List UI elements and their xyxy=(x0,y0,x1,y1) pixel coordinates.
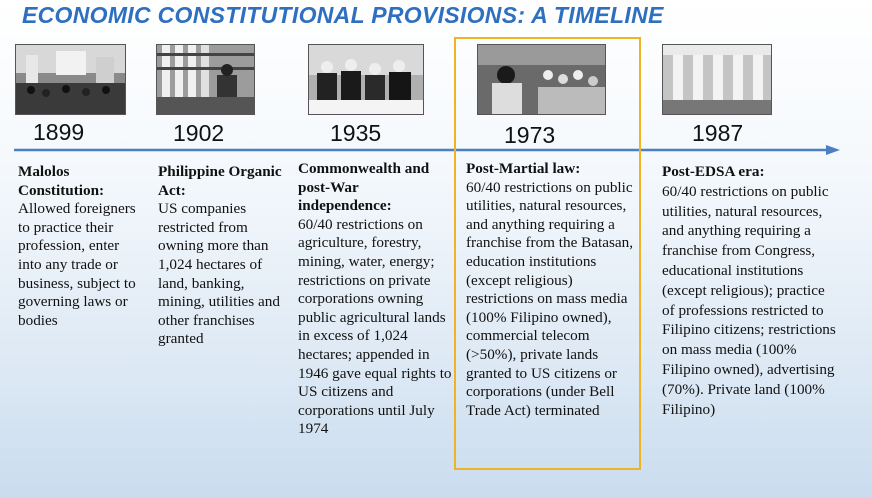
year-1987: 1987 xyxy=(692,120,744,146)
description-body: US companies restricted from owning more than 1,024 hectares of land, banking, mining, utilities and other franchises granted xyxy=(158,200,280,348)
year-1902: 1902 xyxy=(173,120,225,146)
description-1902 xyxy=(158,163,288,349)
description-body: 60/40 restrictions on agriculture, forestry, mining, water, energy; restrictions on private corporations owning public agricultural lands in excess of 1,024 hectares; appended in 1946 gave equal rights to US citizens and corporations until July 1974 xyxy=(298,215,452,438)
photo-1987 xyxy=(662,44,772,115)
description-1935 xyxy=(298,160,454,439)
description-heading: Post-EDSA era: xyxy=(662,163,765,180)
description-heading: Philippine Organic Act: xyxy=(158,163,282,199)
description-heading: Malolos Constitution: xyxy=(18,163,105,199)
description-1987 xyxy=(662,162,837,419)
year-1899: 1899 xyxy=(33,119,85,145)
photo-1899 xyxy=(15,44,126,115)
year-1935: 1935 xyxy=(330,120,382,146)
page-title: ECONOMIC CONSTITUTIONAL PROVISIONS: A TIMELINE xyxy=(22,2,664,28)
year-1973: 1973 xyxy=(504,122,556,148)
photo-1902 xyxy=(156,44,255,115)
description-heading: Commonwealth and post-War independence: xyxy=(298,160,430,215)
description-body: 60/40 restrictions on public utilities, natural resources, and anything requiring a franchise from Congress, educational institutions (except religious); practice of professions restricted to Filipino citizens; restrictions on mass media (100% Filipino owned), advertising (70%). Private land (100% Filipino) xyxy=(662,182,836,418)
photo-1935 xyxy=(308,44,424,115)
description-body: 60/40 restrictions on public utilities, natural resources, and anything requiring a franchise from the Batasan, education institutions (except religious) restrictions on mass media (100% Filipino owned), commercial telecom (>50%), private lands granted to US citizens or corporations (under Bell Trade Act) terminated xyxy=(466,178,633,419)
timeline-axis xyxy=(14,143,840,157)
description-1973 xyxy=(466,160,636,420)
description-1899 xyxy=(18,163,142,330)
description-heading: Post-Martial law: xyxy=(466,160,581,177)
description-body: Allowed foreigners to practice their profession, enter into any trade or business, subject to governing laws or bodies xyxy=(18,200,136,329)
